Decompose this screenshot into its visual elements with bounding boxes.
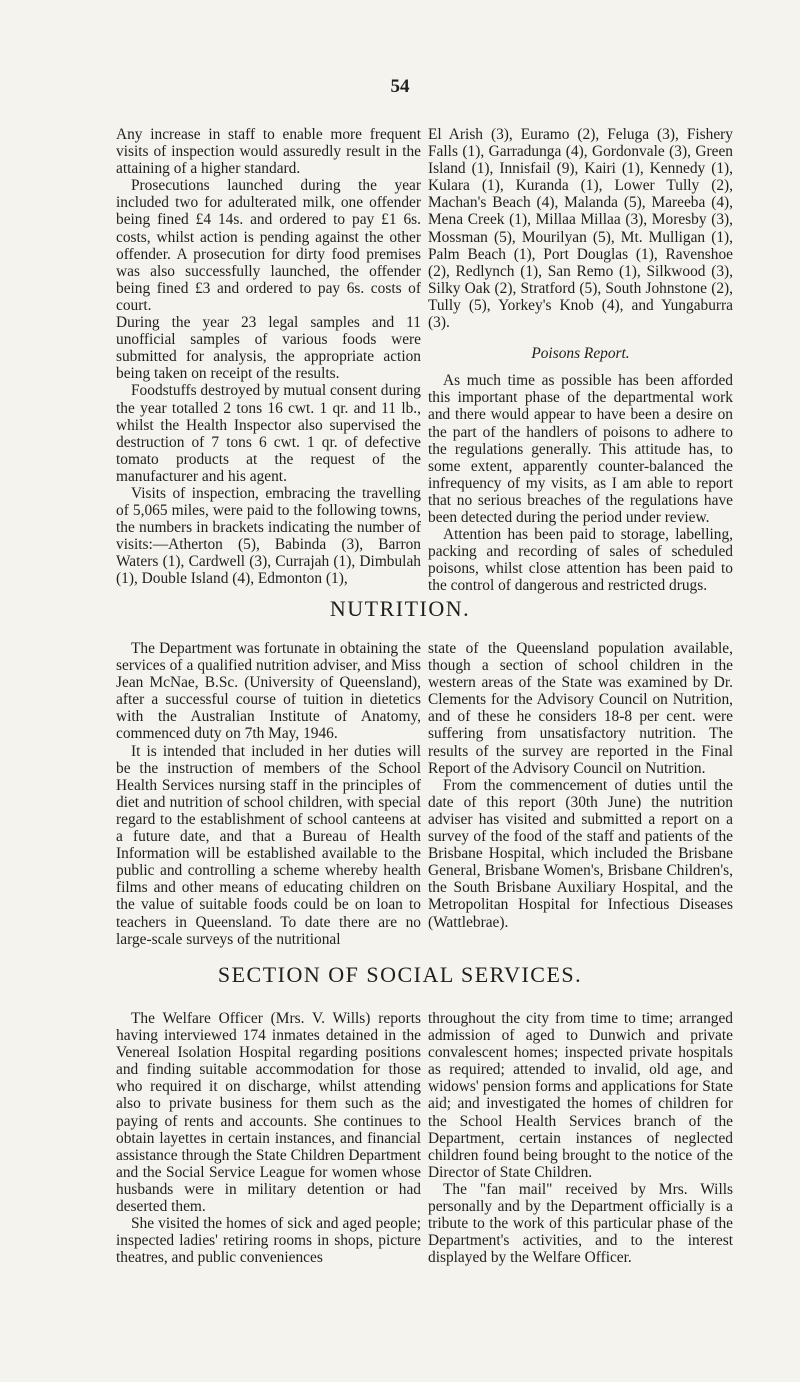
social-services-right-column (428, 1010, 733, 1266)
paragraph: state of the Queensland population available, though a section of school children in the western areas of the State was examined by Dr. Clements for the Advisory Council on Nutrition, and of these he considers 18-8 per cent. were suffering from unsatisfactory nutrition. The results of the survey are reported in the Final Report of the Advisory Council on Nutrition. (428, 640, 733, 777)
paragraph: Visits of inspection, embracing the travelling of 5,065 miles, were paid to the following towns, the numbers in brackets indicating the number of visits:—Atherton (5), Babinda (3), Barron Waters (1), Cardwell (3), Currajah (1), Dimbulah (1), Double Island (4), Edmonton (1), (116, 484, 421, 588)
food-inspection-left-column (116, 126, 421, 588)
paragraph: Foodstuffs destroyed by mutual consent during the year totalled 2 tons 16 cwt. 1 qr. and 11 lb., whilst the Health Inspector also supervised the destruction of 7 tons 6 cwt. 1 qr. of defective tomato products at the request of the manufacturer and his agent. (116, 382, 421, 485)
nutrition-left-column (116, 640, 421, 948)
paragraph: The Department was fortunate in obtaining the services of a qualified nutrition adviser, and Miss Jean McNae, B.Sc. (University of Queensland), after a successful course of tuition in dietetics with the Australian Institute of Anatomy, commenced duty on 7th May, 1946. (116, 640, 421, 743)
paragraph: It is intended that included in her duties will be the instruction of members of the School Health Services nursing staff in the principles of diet and nutrition of school children, with special regard to the establishment of school canteens at a future date, and that a Bureau of Health Information will be established available to the public and controlling a scheme whereby health films and other means of educating children on the value of suitable foods could be on loan to teachers in Queensland. To date there are no large-scale surveys of the nutritional (116, 742, 421, 948)
food-inspection-right-column (428, 126, 733, 594)
paragraph: As much time as possible has been afforded this important phase of the departmental work and there would appear to have been a desire on the part of the handlers of poisons to adhere to the regulations generally. This attitude has, to some extent, apparently counter-balanced the infrequency of my visits, as I am able to report that no serious breaches of the regulations have been detected during the period under review. (428, 372, 733, 526)
social-services-heading: SECTION OF SOCIAL SERVICES. (217, 962, 583, 987)
page-number: 54 (390, 76, 410, 97)
paragraph: During the year 23 legal samples and 11 unofficial samples of various foods were submitted for analysis, the appropriate action being taken on receipt of the results. (116, 314, 421, 383)
paragraph: The Welfare Officer (Mrs. V. Wills) reports having interviewed 174 inmates detained in the Venereal Isolation Hospital regarding positions and finding suitable accommodation for those who required it on discharge, whilst attending also to private business for them such as the paying of rents and accounts. She continues to obtain layettes in certain instances, and financial assistance through the State Children Department and the Social Service League for women whose husbands were in military detention or had deserted them. (116, 1010, 421, 1216)
paragraph: El Arish (3), Euramo (2), Feluga (3), Fishery Falls (1), Garradunga (4), Gordonvale (3), Green Island (1), Innisfail (9), Kairi (1), Kennedy (1), Kulara (1), Kuranda (1), Lower Tully (2), Machan's Beach (4), Malanda (5), Mareeba (4), Mena Creek (1), Millaa Millaa (3), Moresby (3), Mossman (5), Mourilyan (5), Mt. Mulligan (1), Palm Beach (1), Port Douglas (1), Ravenshoe (2), Redlynch (1), San Remo (1), Silkwood (3), Silky Oak (2), Stratford (5), South Johnstone (2), Tully (5), Yorkey's Knob (4), and Yungaburra (3). (428, 126, 733, 332)
poisons-report-heading: Poisons Report. (531, 345, 630, 363)
paragraph: Prosecutions launched during the year included two for adulterated milk, one offender being fined £4 14s. and ordered to pay £1 6s. costs, whilst action is pending against the other offender. A prosecution for dirty food premises was also successfully launched, the offender being fined £3 and ordered to pay 6s. costs of court. (116, 177, 421, 314)
social-services-left-column (116, 1010, 421, 1266)
paragraph: From the commencement of duties until the date of this report (30th June) the nutrition adviser has visited and submitted a report on a survey of the food of the staff and patients of the Brisbane Hospital, which included the Brisbane General, Brisbane Women's, Brisbane Children's, the South Brisbane Auxiliary Hospital, and the Metropolitan Hospital for Infectious Diseases (Wattlebrae). (428, 776, 733, 931)
nutrition-heading: NUTRITION. (329, 596, 471, 621)
paragraph: She visited the homes of sick and aged people; inspected ladies' retiring rooms in shops, picture theatres, and public conveniences (116, 1215, 421, 1267)
paragraph: Any increase in staff to enable more frequent visits of inspection would assuredly result in the attaining of a higher standard. (116, 126, 421, 178)
paragraph: throughout the city from time to time; arranged admission of aged to Dunwich and private convalescent homes; inspected private hospitals as required; attended to invalid, old age, and widows' pension forms and applications for State aid; and investigated the homes of children for the School Health Services branch of the Department, certain instances of neglected children found being brought to the notice of the Director of State Children. (428, 1010, 733, 1181)
nutrition-right-column (428, 640, 733, 931)
paragraph: Attention has been paid to storage, labelling, packing and recording of sales of scheduled poisons, whilst close attention has been paid to the control of dangerous and restricted drugs. (428, 526, 733, 595)
paragraph: The "fan mail" received by Mrs. Wills personally and by the Department officially is a tribute to the work of this particular phase of the Department's activities, and to the interest displayed by the Welfare Officer. (428, 1180, 733, 1267)
